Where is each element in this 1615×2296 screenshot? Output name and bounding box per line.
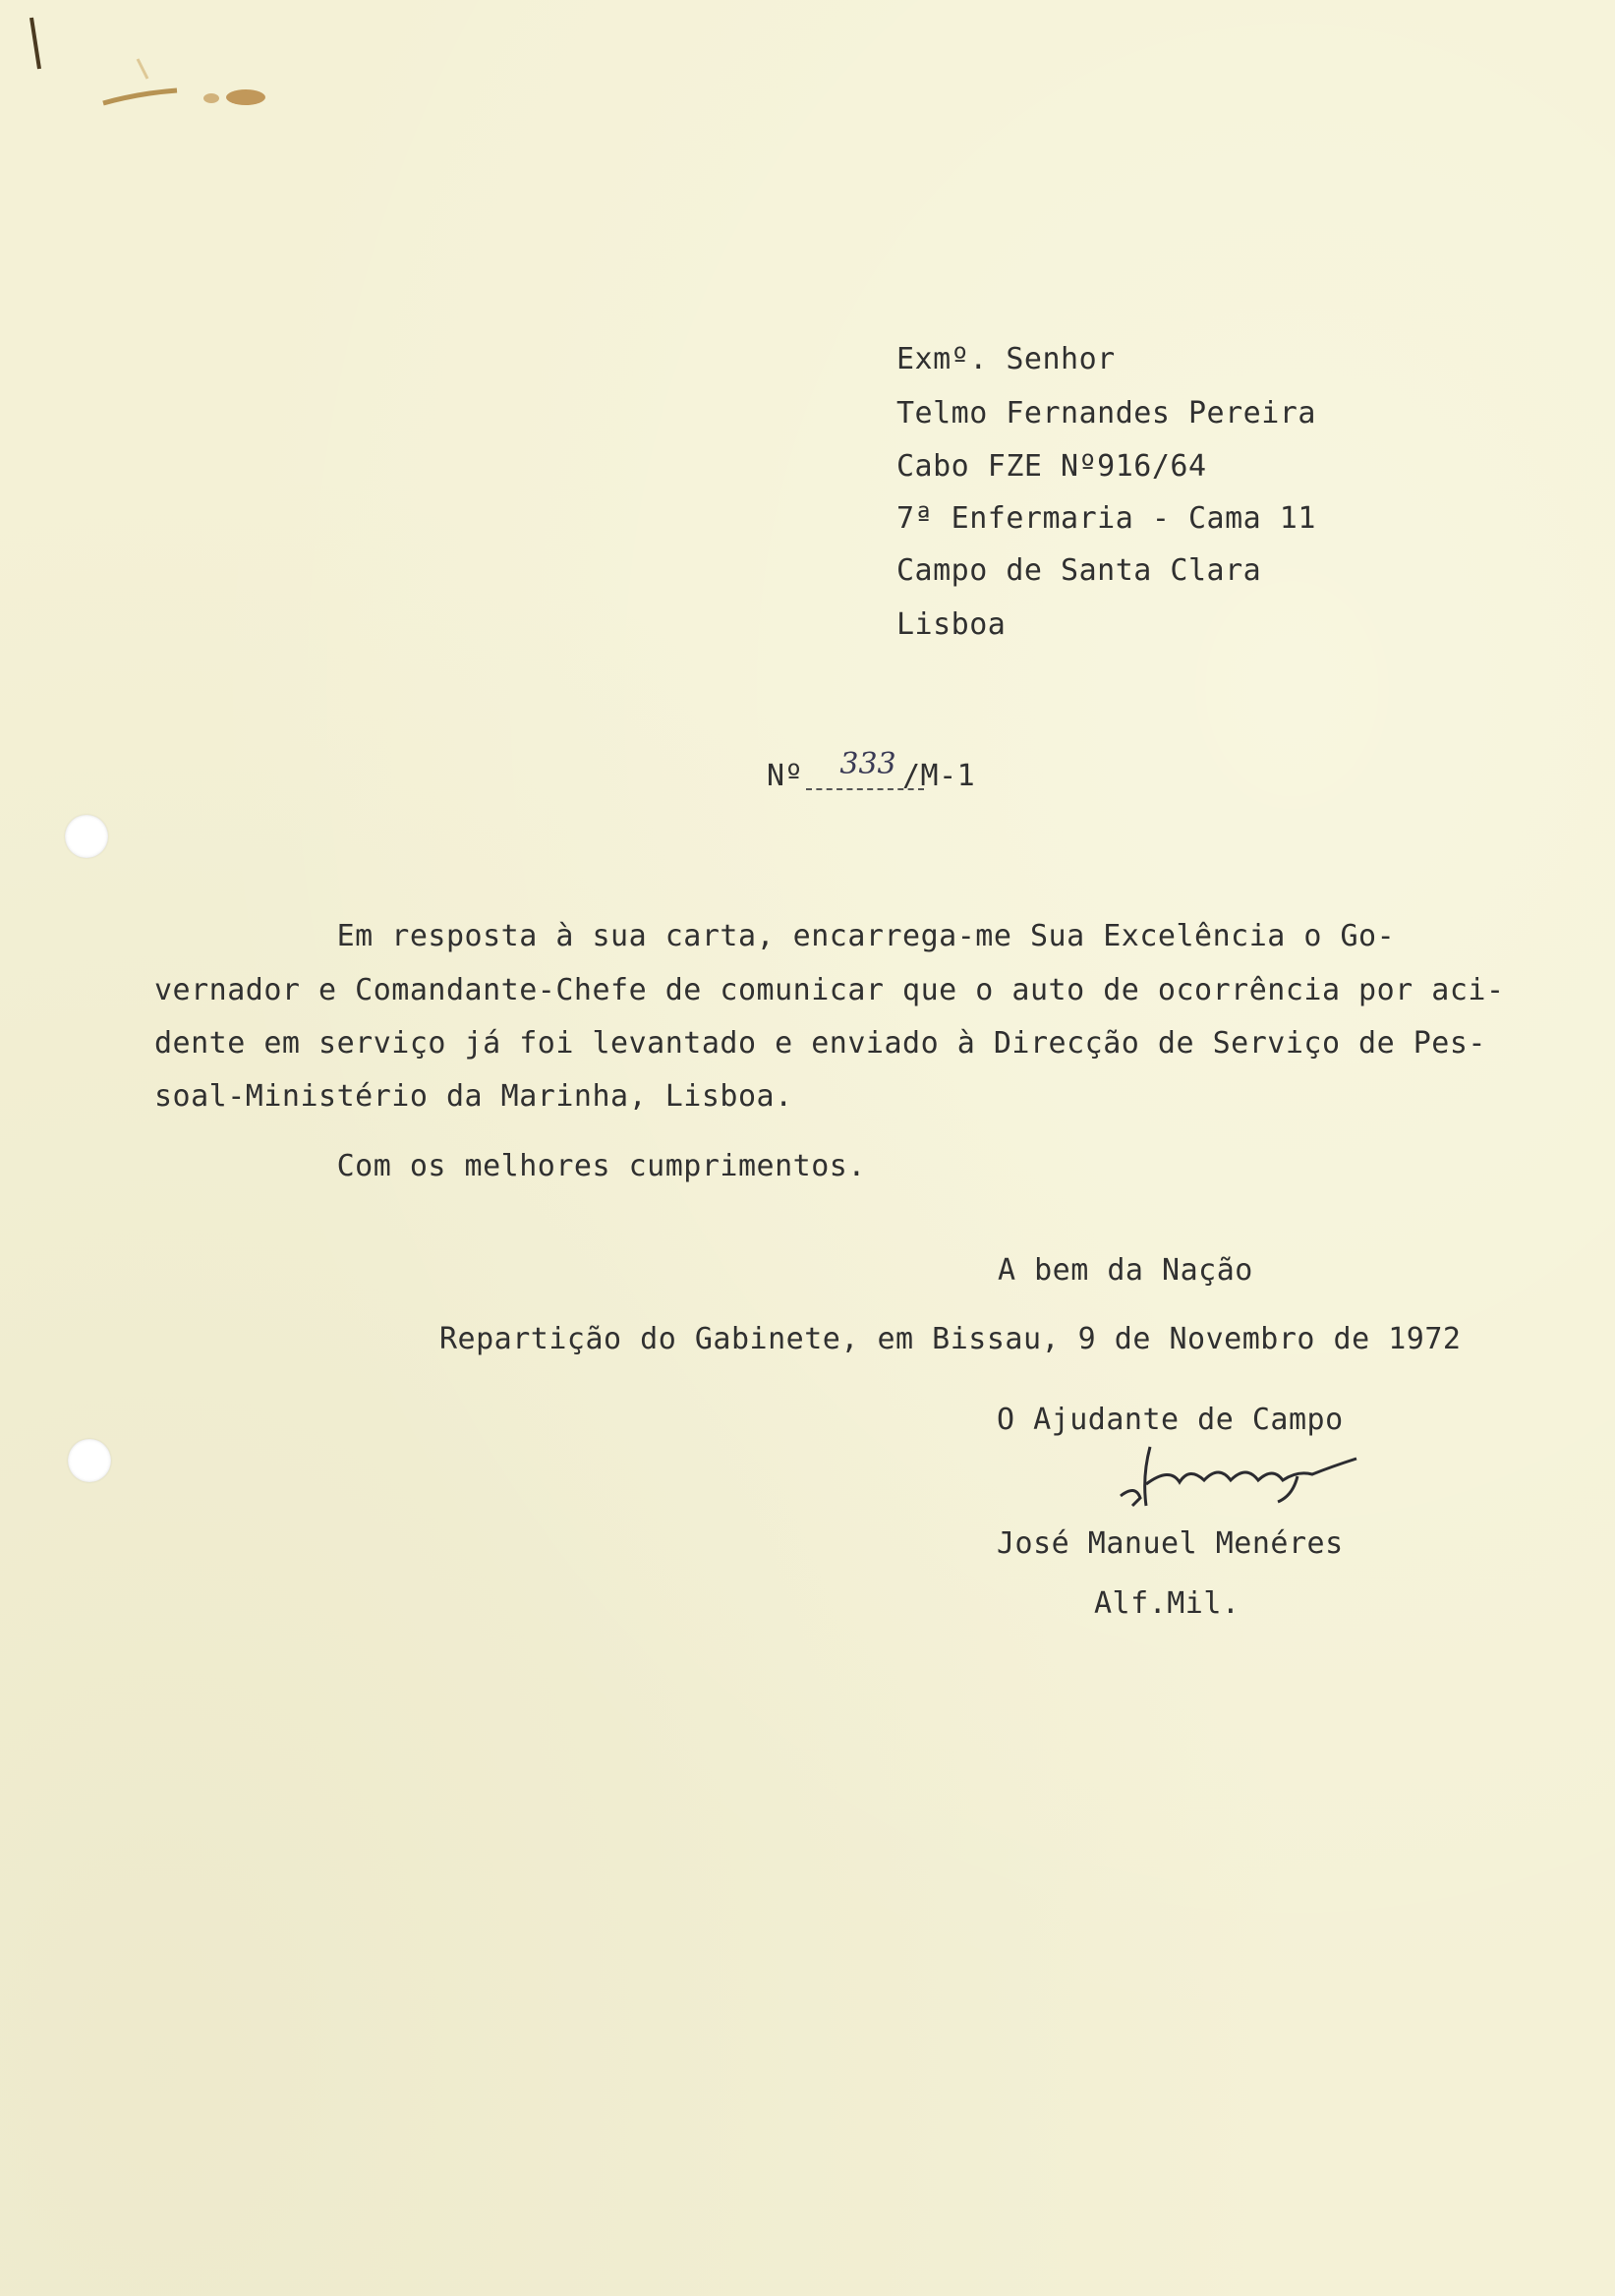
signer-role: O Ajudante de Campo <box>997 1403 1344 1437</box>
place-date: Repartição do Gabinete, em Bissau, 9 de Novembro de 1972 <box>439 1322 1462 1356</box>
addressee-street: Campo de Santa Clara <box>896 553 1262 588</box>
punch-hole-bottom <box>68 1439 111 1482</box>
addressee-city: Lisboa <box>896 607 1007 642</box>
body-line-3: dente em serviço já foi levantado e enviado à Direcção de Serviço de Pes- <box>154 1026 1486 1061</box>
reference-handwritten-number: 333 <box>839 747 896 781</box>
signer-name: José Manuel Menéres <box>997 1526 1344 1561</box>
reference-suffix: /M-1 <box>902 759 976 793</box>
closing-line: Com os melhores cumprimentos. <box>154 1149 866 1183</box>
motto: A bem da Nação <box>998 1253 1253 1288</box>
punch-hole-top <box>65 815 108 858</box>
addressee-ward: 7ª Enfermaria - Cama 11 <box>896 501 1316 536</box>
body-line-2: vernador e Comandante-Chefe de comunicar que o auto de ocorrência por aci- <box>154 973 1505 1007</box>
addressee-name: Telmo Fernandes Pereira <box>896 396 1316 430</box>
handwritten-signature <box>1111 1437 1386 1516</box>
addressee-rank: Cabo FZE Nº916/64 <box>896 449 1207 484</box>
body-line-1: Em resposta à sua carta, encarrega-me Sua Excelência o Go- <box>154 919 1396 953</box>
body-line-4: soal-Ministério da Marinha, Lisboa. <box>154 1079 793 1114</box>
signer-rank: Alf.Mil. <box>1094 1586 1240 1621</box>
addressee-salutation: Exmº. Senhor <box>896 342 1116 376</box>
reference-prefix: Nº <box>767 759 804 793</box>
staple-rust-mark <box>10 0 305 138</box>
